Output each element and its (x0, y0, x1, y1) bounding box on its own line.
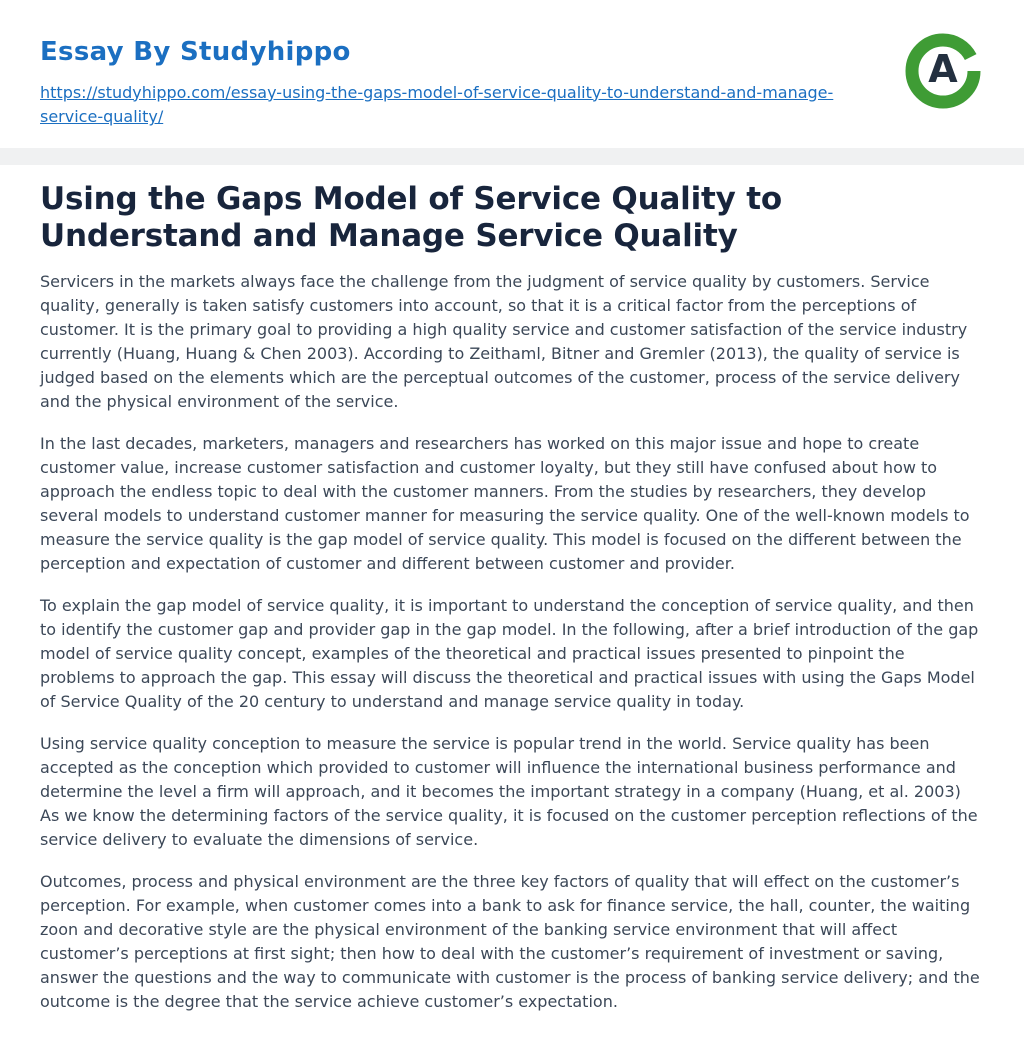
divider-band (0, 148, 1024, 165)
essay-paragraph-5: Outcomes, process and physical environment are the three key factors of quality that will effect on the customer’s perception. For example, when customer comes into a bank to ask for finance service, the hall, counter, the waiting zoon and decorative style are the physical environment of the banking service environment that will affect customer’s perceptions at first sight; then how to deal with the customer’s requirement of investment or saving, answer the questions and the way to communicate with customer is the process of banking service delivery; and the outcome is the degree that the service achieve customer’s expectation. (40, 872, 980, 1012)
essay-title: Using the Gaps Model of Service Quality to Understand and Manage Service Quality (40, 181, 782, 254)
header-text-block (40, 38, 840, 130)
site-title: Essay By Studyhippo (40, 37, 351, 67)
source-url-link[interactable]: https://studyhippo.com/essay-using-the-gaps-model-of-service-quality-to-understand-and-manage-service-quality/ (40, 82, 834, 127)
logo-ring-icon (904, 32, 982, 110)
page-header (0, 0, 1024, 130)
logo-letter: A (928, 47, 958, 91)
essay-paragraph-4: Using service quality conception to measure the service is popular trend in the world. Service quality has been accepted as the conception which provided to customer will influence the international business performance and determine the level a firm will approach, and it becomes the important strategy in a company (Huang, et al. 2003) As we know the determining factors of the service quality, it is focused on the customer perception reflections of the service delivery to evaluate the dimensions of service. (40, 734, 978, 850)
essay-paragraph-1: Servicers in the markets always face the challenge from the judgment of service quality by customers. Service quality, generally is taken satisfy customers into account, so that it is a critical factor from the perceptions of customer. It is the primary goal to providing a high quality service and customer satisfaction of the service industry currently (Huang, Huang & Chen 2003). According to Zeithaml, Bitner and Gremler (2013), the quality of service is judged based on the elements which are the perceptual outcomes of the customer, process of the service delivery and the physical environment of the service. (40, 272, 968, 412)
studyhippo-logo[interactable] (904, 32, 982, 110)
essay-paragraph-3: To explain the gap model of service quality, it is important to understand the conception of service quality, and then to identify the customer gap and provider gap in the gap model. In the following, after a brief introduction of the gap model of service quality concept, examples of the theoretical and practical issues presented to pinpoint the problems to approach the gap. This essay will discuss the theoretical and practical issues with using the Gaps Model of Service Quality of the 20 century to understand and manage service quality in today. (40, 596, 979, 712)
essay-paragraph-2: In the last decades, marketers, managers and researchers has worked on this major issue and hope to create customer value, increase customer satisfaction and customer loyalty, but they still have confused about how to approach the endless topic to deal with the customer manners. From the studies by researchers, they develop several models to understand customer manner for measuring the service quality. One of the well-known models to measure the service quality is the gap model of service quality. This model is focused on the different between the perception and expectation of customer and different between customer and provider. (40, 434, 970, 574)
essay-content (0, 165, 1024, 1042)
